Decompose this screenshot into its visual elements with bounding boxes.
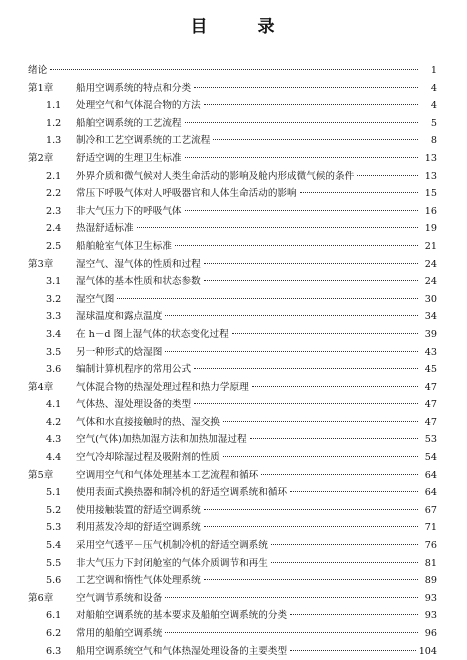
entry-title: 舒适空调的生理卫生标准 <box>76 152 182 164</box>
entry-title: 船用空调系统的特点和分类 <box>76 82 192 94</box>
toc-section-entry[interactable] <box>28 203 437 221</box>
dot-leader <box>175 244 418 246</box>
entry-number: 1.1 <box>46 100 62 112</box>
toc-section-entry[interactable] <box>28 168 437 186</box>
entry-number: 2.5 <box>46 240 62 252</box>
toc-chapter-entry[interactable] <box>28 80 437 98</box>
dot-leader <box>204 103 418 105</box>
entry-title: 气体和水直接接触时的热、湿交换 <box>76 416 220 428</box>
dot-leader <box>213 138 418 140</box>
toc-section-entry[interactable] <box>28 326 437 344</box>
toc-chapter-entry[interactable] <box>28 467 437 485</box>
entry-page-number: 34 <box>424 311 437 323</box>
entry-page-number: 71 <box>424 522 437 534</box>
entry-number: 6.1 <box>46 610 62 622</box>
entry-page-number: 13 <box>424 152 437 164</box>
entry-title: 热湿舒适标准 <box>76 223 134 235</box>
entry-title: 湿空气图 <box>76 293 115 305</box>
toc-section-entry[interactable] <box>28 625 437 643</box>
entry-number: 2.3 <box>46 205 62 217</box>
entry-number: 3.5 <box>46 346 62 358</box>
toc-section-entry[interactable] <box>28 132 437 150</box>
entry-title: 空调用空气和气体处理基本工艺流程和循环 <box>76 469 259 481</box>
entry-page-number: 96 <box>424 628 437 639</box>
entry-page-number: 104 <box>418 645 437 657</box>
entry-page-number: 64 <box>424 487 437 499</box>
entry-number: 1.3 <box>46 135 62 147</box>
entry-number: 5.6 <box>46 575 62 587</box>
toc-section-entry[interactable] <box>28 537 437 555</box>
toc-section-entry[interactable] <box>28 431 437 449</box>
entry-number: 第1章 <box>28 82 54 94</box>
toc-section-entry[interactable] <box>28 115 437 133</box>
entry-page-number: 1 <box>430 65 437 76</box>
toc-section-entry[interactable] <box>28 273 437 291</box>
dot-leader <box>185 156 418 158</box>
toc-section-entry[interactable] <box>28 555 437 573</box>
entry-page-number: 39 <box>424 328 437 340</box>
dot-leader <box>117 297 418 299</box>
entry-number: 4.3 <box>46 434 62 446</box>
entry-page-number: 4 <box>430 100 437 112</box>
entry-page-number: 24 <box>424 276 437 288</box>
entry-page-number: 21 <box>424 240 437 252</box>
entry-page-number: 15 <box>424 188 437 200</box>
dot-leader <box>204 578 418 580</box>
entry-page-number: 43 <box>424 346 437 358</box>
toc-chapter-entry[interactable] <box>28 256 437 274</box>
entry-title: 船用空调系统空气和气体热湿处理设备的主要类型 <box>76 645 288 657</box>
dot-leader <box>252 385 418 387</box>
entry-page-number: 30 <box>424 293 437 305</box>
toc-section-entry[interactable] <box>28 220 437 238</box>
dot-leader <box>165 314 418 316</box>
toc-section-entry[interactable] <box>28 344 437 362</box>
entry-page-number: 8 <box>430 135 437 147</box>
toc-section-entry[interactable] <box>28 449 437 467</box>
toc-section-entry[interactable] <box>28 396 437 414</box>
dot-leader <box>271 543 418 545</box>
dot-leader <box>223 455 418 457</box>
entry-number: 5.1 <box>46 487 62 499</box>
entry-number: 3.3 <box>46 311 62 323</box>
entry-number: 第5章 <box>28 469 54 481</box>
dot-leader <box>204 279 418 281</box>
toc-section-entry[interactable] <box>28 185 437 203</box>
dot-leader <box>290 613 418 615</box>
toc-section-entry[interactable] <box>28 643 437 660</box>
entry-page-number: 67 <box>424 504 437 516</box>
entry-title: 绪论 <box>28 65 48 76</box>
toc-section-entry[interactable] <box>28 502 437 520</box>
entry-title: 在 h－d 图上湿气体的状态变化过程 <box>76 328 229 340</box>
dot-leader <box>185 121 418 123</box>
entry-title: 使用表面式换热器和制冷机的舒适空调系统和循环 <box>76 487 288 499</box>
entry-title: 常用的船舶空调系统 <box>76 628 163 639</box>
entry-title: 制冷和工艺空调系统的工艺流程 <box>76 135 211 147</box>
toc-list <box>28 62 437 660</box>
entry-page-number: 53 <box>424 434 437 446</box>
dot-leader <box>165 350 418 352</box>
entry-number: 2.4 <box>46 223 62 235</box>
entry-title: 气体热、湿处理设备的类型 <box>76 399 192 411</box>
dot-leader <box>50 68 418 70</box>
entry-number: 5.5 <box>46 557 62 569</box>
entry-number: 5.3 <box>46 522 62 534</box>
dot-leader <box>357 174 418 176</box>
entry-page-number: 47 <box>424 416 437 428</box>
dot-leader <box>204 508 418 510</box>
entry-number: 4.1 <box>46 399 62 411</box>
entry-title: 湿空气、湿气体的性质和过程 <box>76 258 201 270</box>
entry-number: 4.2 <box>46 416 62 428</box>
page-title: 目 录 <box>190 17 297 37</box>
entry-title: 船舶舱室气体卫生标准 <box>76 240 172 252</box>
entry-number: 5.4 <box>46 540 62 552</box>
entry-title: 工艺空调和惰性气体处理系统 <box>76 575 201 587</box>
dot-leader <box>250 437 418 439</box>
entry-page-number: 89 <box>424 575 437 587</box>
entry-number: 5.2 <box>46 504 62 516</box>
entry-page-number: 76 <box>424 540 437 552</box>
dot-leader <box>261 473 418 475</box>
toc-section-entry[interactable] <box>28 97 437 115</box>
dot-leader <box>300 191 418 193</box>
dot-leader <box>204 262 418 264</box>
toc-section-entry[interactable] <box>28 308 437 326</box>
entry-page-number: 45 <box>424 364 437 376</box>
dot-leader <box>223 420 418 422</box>
entry-title: 湿气体的基本性质和状态参数 <box>76 276 201 288</box>
entry-title: 湿球温度和露点温度 <box>76 311 163 323</box>
entry-title: 非大气压力下的呼吸气体 <box>76 205 182 217</box>
entry-number: 3.4 <box>46 328 62 340</box>
entry-title: 常压下呼吸气体对人呼吸器官和人体生命活动的影响 <box>76 188 297 200</box>
entry-page-number: 24 <box>424 258 437 270</box>
toc-section-entry[interactable] <box>28 572 437 590</box>
entry-title: 空气调节系统和设备 <box>76 592 163 604</box>
dot-leader <box>290 649 416 651</box>
entry-number: 6.3 <box>46 645 62 657</box>
dot-leader <box>165 631 418 633</box>
entry-number: 第4章 <box>28 381 54 393</box>
entry-number: 6.2 <box>46 628 62 639</box>
entry-page-number: 93 <box>424 610 437 622</box>
entry-page-number: 13 <box>424 170 437 182</box>
entry-title: 船舶空调系统的工艺流程 <box>76 117 182 129</box>
entry-title: 编制计算机程序的常用公式 <box>76 364 192 376</box>
entry-title: 非大气压力下封闭舱室的气体介质调节和再生 <box>76 557 268 569</box>
toc-section-entry[interactable] <box>28 519 437 537</box>
entry-page-number: 47 <box>424 381 437 393</box>
entry-title: 气体混合物的热湿处理过程和热力学原理 <box>76 381 249 393</box>
dot-leader <box>194 402 418 404</box>
entry-page-number: 54 <box>424 452 437 464</box>
toc-chapter-entry[interactable] <box>28 150 437 168</box>
entry-title: 利用蒸发冷却的舒适空调系统 <box>76 522 201 534</box>
dot-leader <box>271 561 418 563</box>
dot-leader <box>204 525 418 527</box>
entry-page-number: 81 <box>424 557 437 569</box>
entry-number: 4.4 <box>46 452 62 464</box>
dot-leader <box>165 596 418 598</box>
entry-page-number: 47 <box>424 399 437 411</box>
toc-chapter-entry[interactable] <box>28 379 437 397</box>
toc-section-entry[interactable] <box>28 484 437 502</box>
entry-number: 第2章 <box>28 152 54 164</box>
entry-number: 第6章 <box>28 592 54 604</box>
entry-title: 空气冷却除湿过程及吸附剂的性质 <box>76 452 220 464</box>
toc-section-entry[interactable] <box>28 414 437 432</box>
entry-title: 另一种形式的焓湿图 <box>76 346 163 358</box>
toc-section-entry[interactable] <box>28 291 437 309</box>
entry-page-number: 4 <box>430 82 437 94</box>
entry-title: 空气(气体)加热加湿方法和加热加湿过程 <box>76 434 247 446</box>
entry-title: 处理空气和气体混合物的方法 <box>76 100 201 112</box>
toc-chapter-entry[interactable] <box>28 590 437 608</box>
entry-page-number: 64 <box>424 469 437 481</box>
entry-page-number: 16 <box>424 205 437 217</box>
dot-leader <box>232 332 418 334</box>
entry-number: 3.2 <box>46 293 62 305</box>
dot-leader <box>194 367 418 369</box>
toc-section-entry[interactable] <box>28 607 437 625</box>
entry-number: 2.1 <box>46 170 62 182</box>
dot-leader <box>137 226 418 228</box>
entry-page-number: 19 <box>424 223 437 235</box>
entry-title: 外界介质和微气候对人类生命活动的影响及舱内形成微气候的条件 <box>76 170 355 182</box>
toc-chapter-entry[interactable] <box>28 62 437 80</box>
entry-number: 1.2 <box>46 117 62 129</box>
entry-number: 2.2 <box>46 188 62 200</box>
entry-title: 对船舶空调系统的基本要求及船舶空调系统的分类 <box>76 610 288 622</box>
dot-leader <box>185 209 418 211</box>
toc-section-entry[interactable] <box>28 238 437 256</box>
entry-page-number: 93 <box>424 592 437 604</box>
entry-number: 第3章 <box>28 258 54 270</box>
entry-page-number: 5 <box>430 117 437 129</box>
dot-leader <box>290 490 418 492</box>
entry-title: 使用接触装置的舒适空调系统 <box>76 504 201 516</box>
toc-section-entry[interactable] <box>28 361 437 379</box>
entry-number: 3.6 <box>46 364 62 376</box>
dot-leader <box>194 86 418 88</box>
entry-title: 采用空气透平－压气机制冷机的舒适空调系统 <box>76 540 268 552</box>
entry-number: 3.1 <box>46 276 62 288</box>
